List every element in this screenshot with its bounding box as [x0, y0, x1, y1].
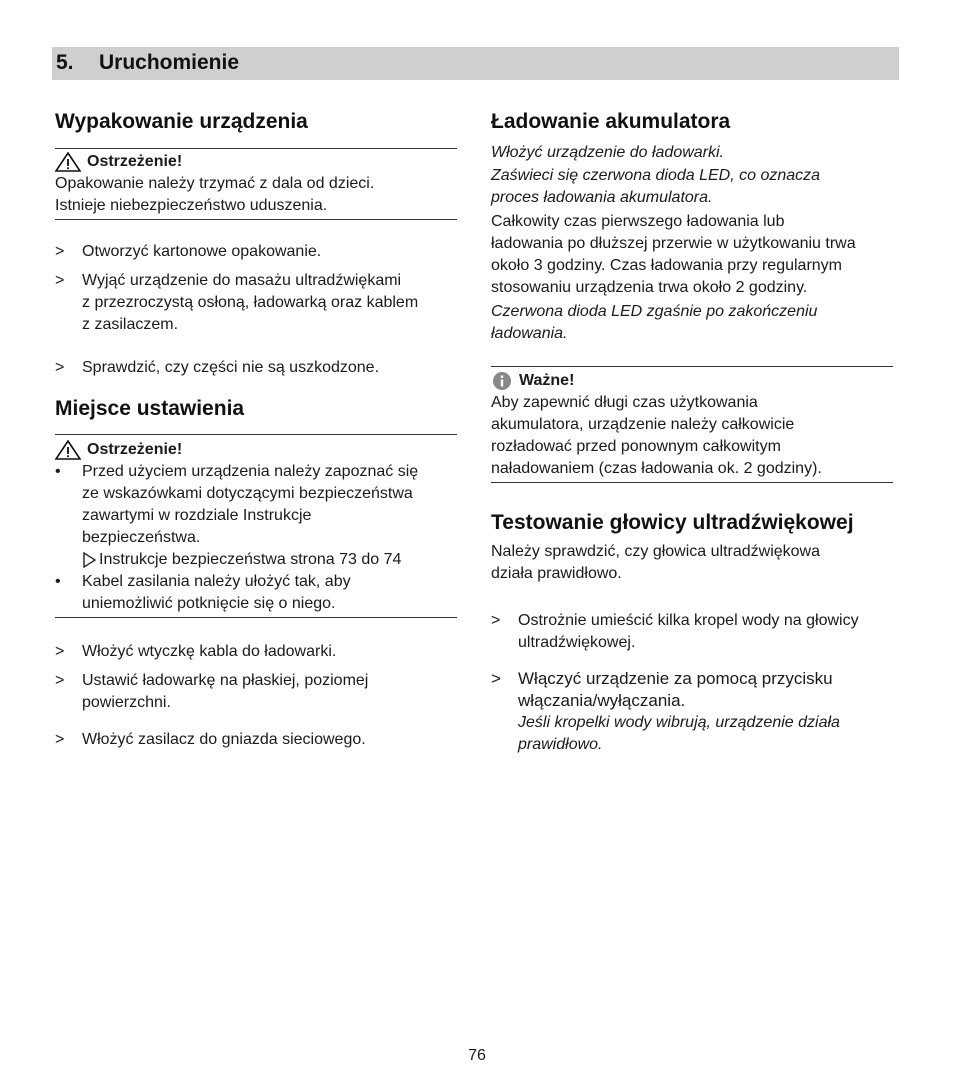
placement-heading: Miejsce ustawienia: [55, 397, 245, 420]
charging-time-line: stosowaniu urządzenia trwa około 2 godziny.: [491, 279, 808, 296]
bullet-marker: •: [55, 573, 61, 590]
bullet-text: Przed użyciem urządzenia należy zapoznać się: [82, 463, 419, 480]
step-result: Jeśli kropelki wody wibrują, urządzenie działa: [518, 714, 840, 731]
bullet-text: bezpieczeństwa.: [82, 529, 201, 546]
important-box: [491, 366, 893, 483]
testing-steps: [491, 610, 899, 756]
step-text: Sprawdzić, czy części nie są uszkodzone.: [82, 359, 380, 376]
step-marker: >: [55, 359, 65, 376]
step-text: Otworzyć kartonowe opakowanie.: [82, 243, 322, 260]
reference-line: [82, 549, 418, 571]
step-text: Wyjąć urządzenie do masażu ultradźwiękami: [82, 272, 402, 289]
page-number: 76: [468, 1047, 486, 1064]
step-marker: >: [55, 243, 65, 260]
bullet-text: Kabel zasilania należy ułożyć tak, aby: [82, 573, 351, 590]
unpack-steps: [55, 241, 457, 379]
step-text: z przezroczystą osłoną, ładowarką oraz kablem: [82, 294, 419, 311]
section-number: 5.: [56, 51, 74, 74]
charging-time-line: ładowania po dłuższej przerwie w użytkowaniu trwa: [491, 235, 856, 252]
placement-warning-title: Ostrzeżenie!: [87, 441, 183, 458]
unpack-warning-box: [55, 148, 457, 220]
step-item: [491, 668, 899, 756]
step-marker: >: [55, 672, 65, 689]
charging-instruction: Włożyć urządzenie do ładowarki.: [491, 144, 724, 161]
bullet-item: [55, 461, 457, 571]
step-item: [55, 670, 457, 714]
charging-heading: Ładowanie akumulatora: [491, 110, 731, 133]
bullet-text: ze wskazówkami dotyczącymi bezpieczeństwa: [82, 485, 413, 502]
important-line: akumulatora, urządzenie należy całkowicie: [491, 416, 795, 433]
arrow-reference-icon: [82, 552, 96, 568]
reference-text: Instrukcje bezpieczeństwa strona 73 do 74: [99, 551, 402, 568]
warning-triangle-icon: [55, 152, 81, 172]
step-text: ultradźwiękowej.: [518, 634, 636, 651]
step-text: Włożyć wtyczkę kabla do ładowarki.: [82, 643, 337, 660]
step-result: prawidłowo.: [518, 736, 603, 753]
placement-warning-title-row: [55, 439, 457, 461]
important-title: Ważne!: [519, 372, 575, 389]
bullet-marker: •: [55, 463, 61, 480]
step-text: z zasilaczem.: [82, 316, 179, 333]
step-text: powierzchni.: [82, 694, 171, 711]
testing-intro-2: działa prawidłowo.: [491, 565, 622, 582]
step-item: [55, 729, 457, 751]
charging-led-note-2: proces ładowania akumulatora.: [491, 189, 713, 206]
important-line: rozładować przed ponownym całkowitym: [491, 438, 781, 455]
important-line: Aby zapewnić długi czas użytkowania: [491, 394, 758, 411]
left-column: [55, 108, 457, 751]
step-text: Ostrożnie umieścić kilka kropel wody na głowicy: [518, 612, 859, 629]
step-marker: >: [55, 643, 65, 660]
step-text: Włączyć urządzenie za pomocą przycisku: [518, 669, 833, 688]
unpack-warning-title-row: [55, 151, 457, 173]
unpack-warning-text-2: Istnieje niebezpieczeństwo uduszenia.: [55, 197, 328, 214]
bullet-text: uniemożliwić potknięcie się o niego.: [82, 595, 336, 612]
step-marker: >: [491, 612, 501, 629]
step-marker: >: [55, 272, 65, 289]
unpack-heading: Wypakowanie urządzenia: [55, 110, 308, 133]
testing-intro-1: Należy sprawdzić, czy głowica ultradźwiękowa: [491, 543, 821, 560]
bullet-text: zawartymi w rozdziale Instrukcje: [82, 507, 312, 524]
step-item: [55, 357, 457, 379]
charging-time: [491, 211, 899, 299]
step-text: włączania/wyłączania.: [518, 691, 686, 710]
charging-off-note-2: ładowania.: [491, 325, 568, 342]
step-item: [55, 270, 457, 336]
charging-time-line: około 3 godziny. Czas ładowania przy regularnym: [491, 257, 842, 274]
unpack-warning-title: Ostrzeżenie!: [87, 153, 183, 170]
testing-heading: Testowanie głowicy ultradźwiękowej: [491, 511, 854, 534]
step-item: [55, 641, 457, 663]
step-item: [55, 241, 457, 263]
right-column: [491, 108, 899, 756]
step-text: Ustawić ładowarkę na płaskiej, poziomej: [82, 672, 369, 689]
unpack-warning-text-1: Opakowanie należy trzymać z dala od dzieci.: [55, 175, 375, 192]
warning-triangle-icon: [55, 440, 81, 460]
section-header-bar: [52, 47, 899, 80]
charging-off-note-1: Czerwona dioda LED zgaśnie po zakończeniu: [491, 303, 818, 320]
step-marker: >: [55, 731, 65, 748]
step-item: [491, 610, 899, 654]
step-marker: >: [491, 669, 501, 688]
placement-steps: [55, 641, 457, 751]
step-text: Włożyć zasilacz do gniazda sieciowego.: [82, 731, 366, 748]
charging-time-line: Całkowity czas pierwszego ładowania lub: [491, 213, 785, 230]
bullet-item: [55, 571, 457, 615]
important-line: naładowaniem (czas ładowania ok. 2 godziny).: [491, 460, 822, 477]
charging-led-note-1: Zaświeci się czerwona dioda LED, co oznacza: [491, 167, 821, 184]
section-title: Uruchomienie: [99, 51, 240, 74]
placement-warning-box: [55, 434, 457, 618]
info-icon: [491, 371, 513, 391]
important-title-row: [491, 370, 893, 392]
